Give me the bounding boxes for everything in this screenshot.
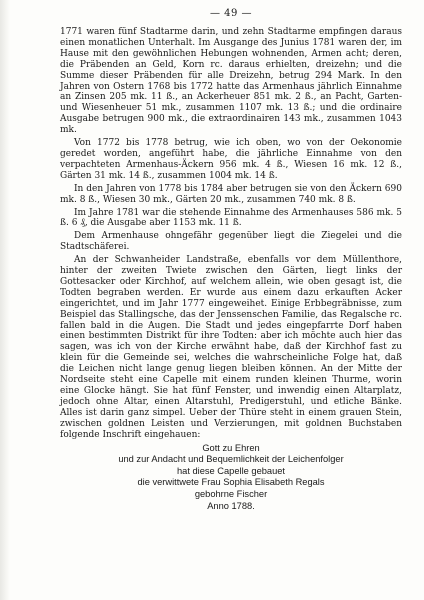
chapel-inscription [60, 443, 402, 513]
paragraph-1772-1778: Von 1772 bis 1778 betrug, wie ich oben, wo von der Oekonomie geredet worden, angeführt habe, die jährliche Einnahme von den verpachteten Armenhaus-Äckern 956 mk. 4 ß., Wiesen 16 mk. 12 ß., Gärten 31 mk. 14 ß., zusammen 1004 mk. 14 ß. [60, 138, 402, 181]
inscription-line: Anno 1788. [207, 500, 255, 511]
inscription-line: Gott zu Ehren [202, 442, 260, 453]
paragraph-armenhaus-income: 1771 waren fünf Stadtarme darin, und zehn Stadtarme empfingen daraus einen monatlichen Unterhalt. Im Ausgange des Junius 1781 waren der, im Hause mit den gewöhnlichen Hebungen wohnenden, Armen acht; deren, die Präbenden an Geld, Korn rc. daraus erhielten, dreizehn; und die Summe dieser Präbenden für alle Dreizehn, betrug 294 Mark. In den Jahren von Ostern 1768 bis 1772 hatte das Armenhaus jährlich Einnahme an Zinsen 205 mk. 11 ß., an Ackerheuer 851 mk. 2 ß., an Pacht, Garten- und Wiesenheuer 51 mk., zusammen 1107 mk. 13 ß.; und die ordinaire Ausgabe betrugen 900 mk., die extraordinairen 143 mk., zusammen 1043 mk. [60, 27, 402, 136]
inscription-line: und zur Andacht und Bequemlichkeit der Leichenfolger [118, 454, 344, 465]
paragraph-ziegelei: Dem Armenhause ohngefähr gegenüber liegt die Ziegelei und die Stadtschäferei. [60, 231, 402, 253]
inscription-line: die verwittwete Frau Sophia Elisabeth Regals [137, 477, 325, 488]
inscription-line: hat diese Capelle gebauet [176, 465, 286, 476]
page-number: — 49 — [209, 8, 253, 19]
page-edge-shadow [0, 0, 10, 600]
paragraph-1781: Im Jahre 1781 war die stehende Einnahme des Armenhauses 586 mk. 5 ß. 6 ₰, die Ausgabe aber 1153 mk. 11 ß. [60, 207, 402, 229]
inscription-line: gebohrne Fischer [194, 488, 268, 499]
paragraph-gottesacker: An der Schwanheider Landstraße, ebenfalls vor dem Müllenthore, hinter der zweiten Twiete zwischen den Gärten, liegt links der Gottesacker oder Kirchhof, auf welchem allein, wie oben gesagt ist, die Todten begraben werden. Er wurde aus einem dazu erkauften Acker eingerichtet, und im Jahr 1777 eingeweihet. Einige Erbbegräbnisse, zum Beispiel das Stallingsche, das der Jenssenschen Familie, das Regalsche rc. fallen bald in die Augen. Die Stadt und jedes eingepfarrte Dorf haben einen bestimmten Distrikt für ihre Todten: aber ich möchte auch hier das sagen, was ich von der Kirche erwähnt habe, daß der Kirchhof fast zu klein für die Gemeinde sei, welches die wahrscheinliche Folge hat, daß die Leichen nicht lange genug liegen bleiben können. An der Mitte der Nordseite steht eine Capelle mit einem runden kleinen Thurme, worin eine Glocke hängt. Sie hat fünf Fenster, und inwendig einen Altarplatz, jedoch ohne Altar, einen Altarstuhl, Predigerstuhl, und etliche Bänke. Alles ist darin ganz simpel. Ueber der Thüre steht in einem grauen Stein, zwischen goldnen Leisten und Verzierungen, mit goldnen Buchstaben folgende Inschrift eingehauen: [60, 255, 402, 440]
paragraph-1778-1784: In den Jahren von 1778 bis 1784 aber betrugen sie von den Äckern 690 mk. 8 ß., Wiesen 30 mk., Gärten 20 mk., zusammen 740 mk. 8 ß. [60, 183, 402, 205]
